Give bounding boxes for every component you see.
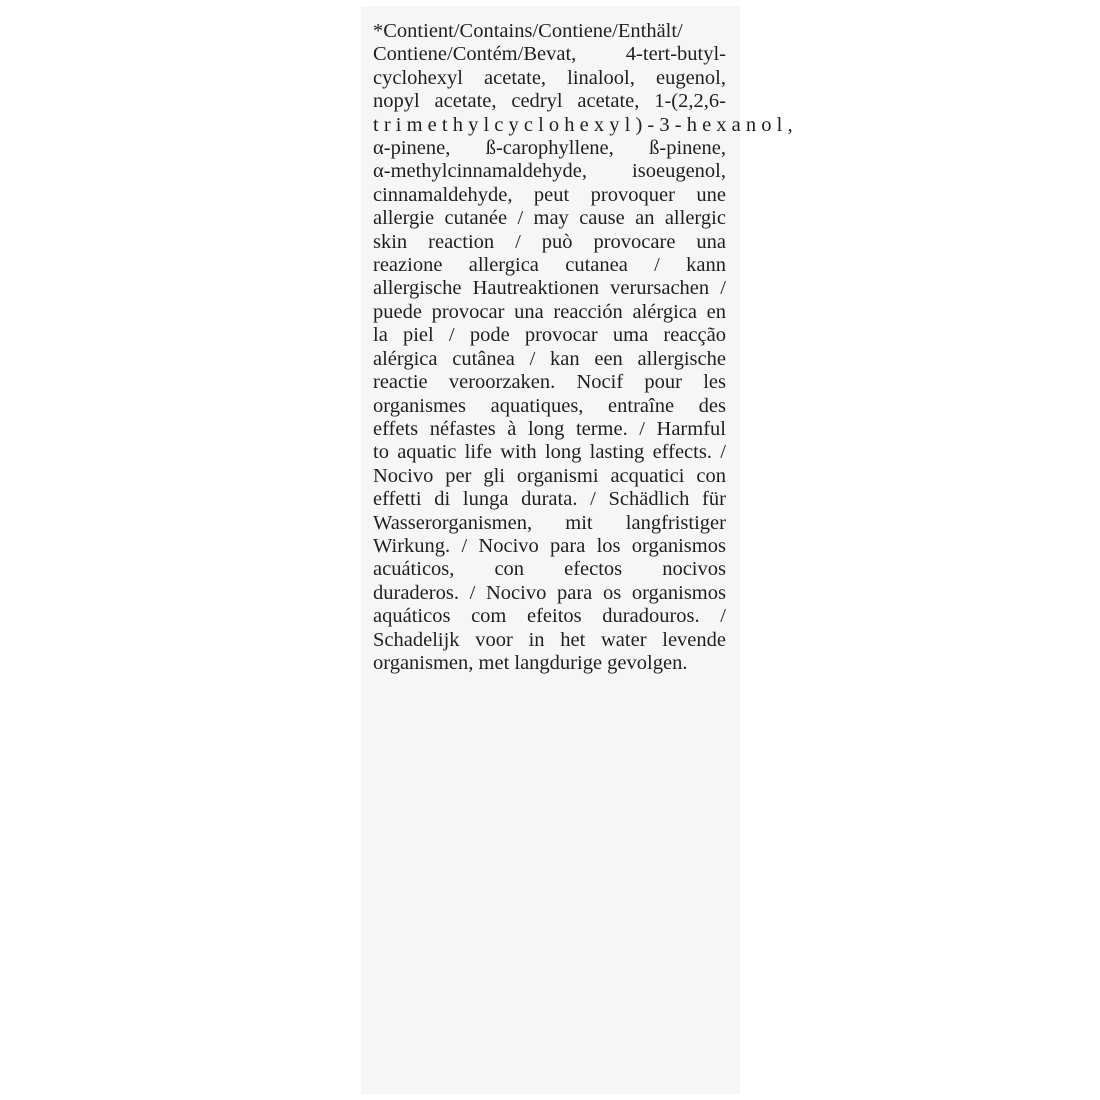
text-word: com	[471, 605, 507, 628]
text-word: con	[696, 464, 726, 487]
text-word: linalool,	[567, 66, 635, 89]
text-word: /	[469, 581, 476, 604]
text-word: cutanea	[565, 254, 628, 277]
text-word: acetate,	[577, 90, 640, 113]
text-line	[373, 20, 726, 43]
text-word: cutânea	[452, 347, 515, 370]
text-word: α-methylcinnamaldehyde,	[373, 160, 587, 183]
text-word: long	[527, 417, 565, 440]
text-word: reacción	[553, 300, 623, 323]
text-line	[373, 488, 726, 511]
text-word: allergic	[664, 207, 726, 230]
text-word: water	[601, 628, 647, 651]
text-word: ß-pinene,	[649, 137, 726, 160]
text-word: lunga	[462, 488, 509, 511]
text-word: voor	[475, 628, 513, 651]
text-word: ß-carophyllene,	[485, 137, 614, 160]
text-word: para	[550, 534, 586, 557]
text-word: t r i m e t h y l c y c l o h e x y l ) - 3 - h e x a n o l ,	[373, 113, 793, 136]
text-word: uma	[612, 324, 649, 347]
text-word: het	[560, 628, 586, 651]
text-word: alérgica	[373, 347, 438, 370]
text-word: pour	[644, 371, 682, 394]
text-word: may	[533, 207, 569, 230]
text-word: /	[590, 488, 596, 511]
text-word: duradouros.	[602, 605, 700, 628]
text-word: organismos	[631, 534, 726, 557]
text-line	[373, 90, 726, 113]
text-word: provocare	[593, 230, 676, 253]
text-line	[373, 324, 726, 347]
text-word: effetti	[373, 488, 422, 511]
text-word: Nocivo	[478, 534, 539, 557]
text-word: en	[706, 300, 726, 323]
text-word: efectos	[564, 558, 623, 581]
text-word: provocar	[524, 324, 598, 347]
text-word: nopyl	[373, 90, 420, 113]
text-word: cutanée	[444, 207, 508, 230]
text-word: kan	[550, 347, 580, 370]
text-word: la	[373, 324, 388, 347]
text-line	[373, 348, 726, 371]
text-word: allergische	[637, 347, 726, 370]
text-word: Hautreaktionen	[472, 277, 599, 300]
text-word: 4-tert-butyl-	[625, 43, 726, 66]
text-word: con	[494, 558, 525, 581]
text-line	[373, 277, 726, 300]
text-word: acuáticos,	[373, 558, 455, 581]
text-line	[373, 395, 726, 418]
text-word: with	[500, 441, 537, 464]
text-word: /	[461, 534, 468, 557]
text-word: allergie	[373, 207, 435, 230]
text-word: cedryl	[511, 90, 563, 113]
text-word: organismi	[516, 464, 599, 487]
text-line	[373, 465, 726, 488]
text-word: di	[434, 488, 451, 511]
text-word: /	[720, 605, 726, 628]
text-word: long	[544, 441, 582, 464]
text-word: piel	[402, 324, 434, 347]
text-word: veroorzaken.	[448, 371, 556, 394]
text-line	[373, 301, 726, 324]
text-line	[373, 512, 726, 535]
text-word: /	[515, 230, 521, 253]
allergen-warning-text	[373, 20, 793, 675]
text-word: Nocivo	[485, 581, 547, 604]
text-word: /	[448, 324, 455, 347]
text-line	[373, 231, 726, 254]
text-word: isoeugenol,	[632, 160, 726, 183]
text-word: reaction	[428, 230, 495, 253]
text-word: Wasserorganismen,	[373, 511, 533, 534]
text-word: cause	[579, 207, 625, 230]
text-word: alérgica	[632, 300, 697, 323]
text-word: /	[720, 441, 726, 464]
text-word: Wirkung.	[373, 534, 451, 557]
text-word: /	[517, 207, 524, 230]
text-word: una	[514, 300, 544, 323]
text-line	[373, 605, 726, 628]
text-word: os	[602, 581, 622, 604]
text-word: een	[594, 347, 623, 370]
text-word: für	[702, 488, 726, 511]
text-word: organismen, met langdurige gevolgen.	[373, 651, 688, 674]
text-word: aquáticos	[373, 605, 451, 628]
text-word: para	[557, 581, 593, 604]
text-word: 1-(2,2,6-	[654, 90, 726, 113]
text-line	[373, 582, 726, 605]
text-word: Contiene/Contém/Bevat,	[373, 43, 577, 66]
text-word: Schadelijk	[373, 628, 460, 651]
text-line	[373, 160, 726, 183]
text-line	[373, 207, 726, 230]
text-word: può	[541, 230, 573, 253]
product-label-strip	[361, 6, 793, 1094]
text-line	[373, 113, 793, 137]
text-word: à	[507, 417, 517, 440]
text-word: verursachen	[610, 277, 710, 300]
text-word: nocivos	[662, 558, 726, 581]
text-word: aquatic	[397, 441, 457, 464]
text-word: lasting	[589, 441, 645, 464]
text-word: reazione	[373, 254, 443, 277]
text-word: cinnamaldehyde,	[373, 183, 513, 206]
text-word: eugenol,	[655, 66, 726, 89]
text-line	[373, 418, 726, 441]
text-word: entraîne	[608, 394, 675, 417]
text-word: una	[696, 230, 726, 253]
text-word: reactie	[373, 371, 428, 394]
text-word: les	[703, 371, 726, 394]
text-line	[373, 558, 726, 581]
text-word: Nocivo	[373, 464, 434, 487]
text-word: gli	[483, 464, 506, 487]
text-word: life	[464, 441, 492, 464]
text-line	[373, 629, 726, 652]
text-word: effects.	[652, 441, 712, 464]
text-line	[373, 652, 726, 675]
text-line	[373, 441, 726, 464]
text-word: duraderos.	[373, 581, 459, 604]
text-word: acquatici	[610, 464, 685, 487]
text-word: organismos	[631, 581, 726, 604]
text-line	[373, 43, 726, 66]
text-word: allergica	[468, 254, 539, 277]
text-line	[373, 184, 726, 207]
text-word: reacção	[663, 324, 726, 347]
text-word: effets	[373, 417, 419, 440]
text-word: α-pinene,	[373, 137, 451, 160]
text-word: aquatiques,	[490, 394, 584, 417]
text-word: Nocif	[576, 371, 624, 394]
text-word: an	[635, 207, 655, 230]
text-word: néfastes	[429, 417, 496, 440]
text-word: to	[373, 441, 389, 464]
text-word: des	[698, 394, 726, 417]
text-word: peut	[533, 183, 570, 206]
text-word: /	[639, 417, 645, 440]
text-word: kann	[686, 254, 726, 277]
text-word: langfristiger	[625, 511, 726, 534]
text-word: terme.	[575, 417, 628, 440]
text-word: pode	[469, 324, 510, 347]
text-word: in	[528, 628, 545, 651]
text-word: durata.	[521, 488, 578, 511]
text-word: efeitos	[527, 605, 582, 628]
text-word: Harmful	[656, 417, 726, 440]
text-word: skin	[373, 230, 408, 253]
text-word: levende	[662, 628, 726, 651]
text-word: organismes	[373, 394, 467, 417]
text-line	[373, 535, 726, 558]
text-line	[373, 254, 726, 277]
text-line	[373, 137, 726, 160]
text-word: /	[529, 347, 536, 370]
text-word: provocar	[431, 300, 505, 323]
text-line	[373, 67, 726, 90]
text-word: puede	[373, 300, 422, 323]
text-word: per	[445, 464, 472, 487]
text-word: une	[696, 183, 726, 206]
text-word: Schädlich	[608, 488, 690, 511]
text-line	[373, 371, 726, 394]
text-word: acetate,	[484, 66, 547, 89]
text-word: /	[654, 254, 660, 277]
text-word: allergische	[373, 277, 462, 300]
text-word: provoquer	[590, 183, 675, 206]
text-word: mit	[565, 511, 593, 534]
text-word: cyclohexyl	[373, 66, 463, 89]
text-word: acetate,	[434, 90, 497, 113]
text-word: los	[596, 534, 621, 557]
text-word: /	[720, 277, 726, 300]
text-word: *Contient/Contains/Contiene/Enthält/	[373, 20, 683, 42]
